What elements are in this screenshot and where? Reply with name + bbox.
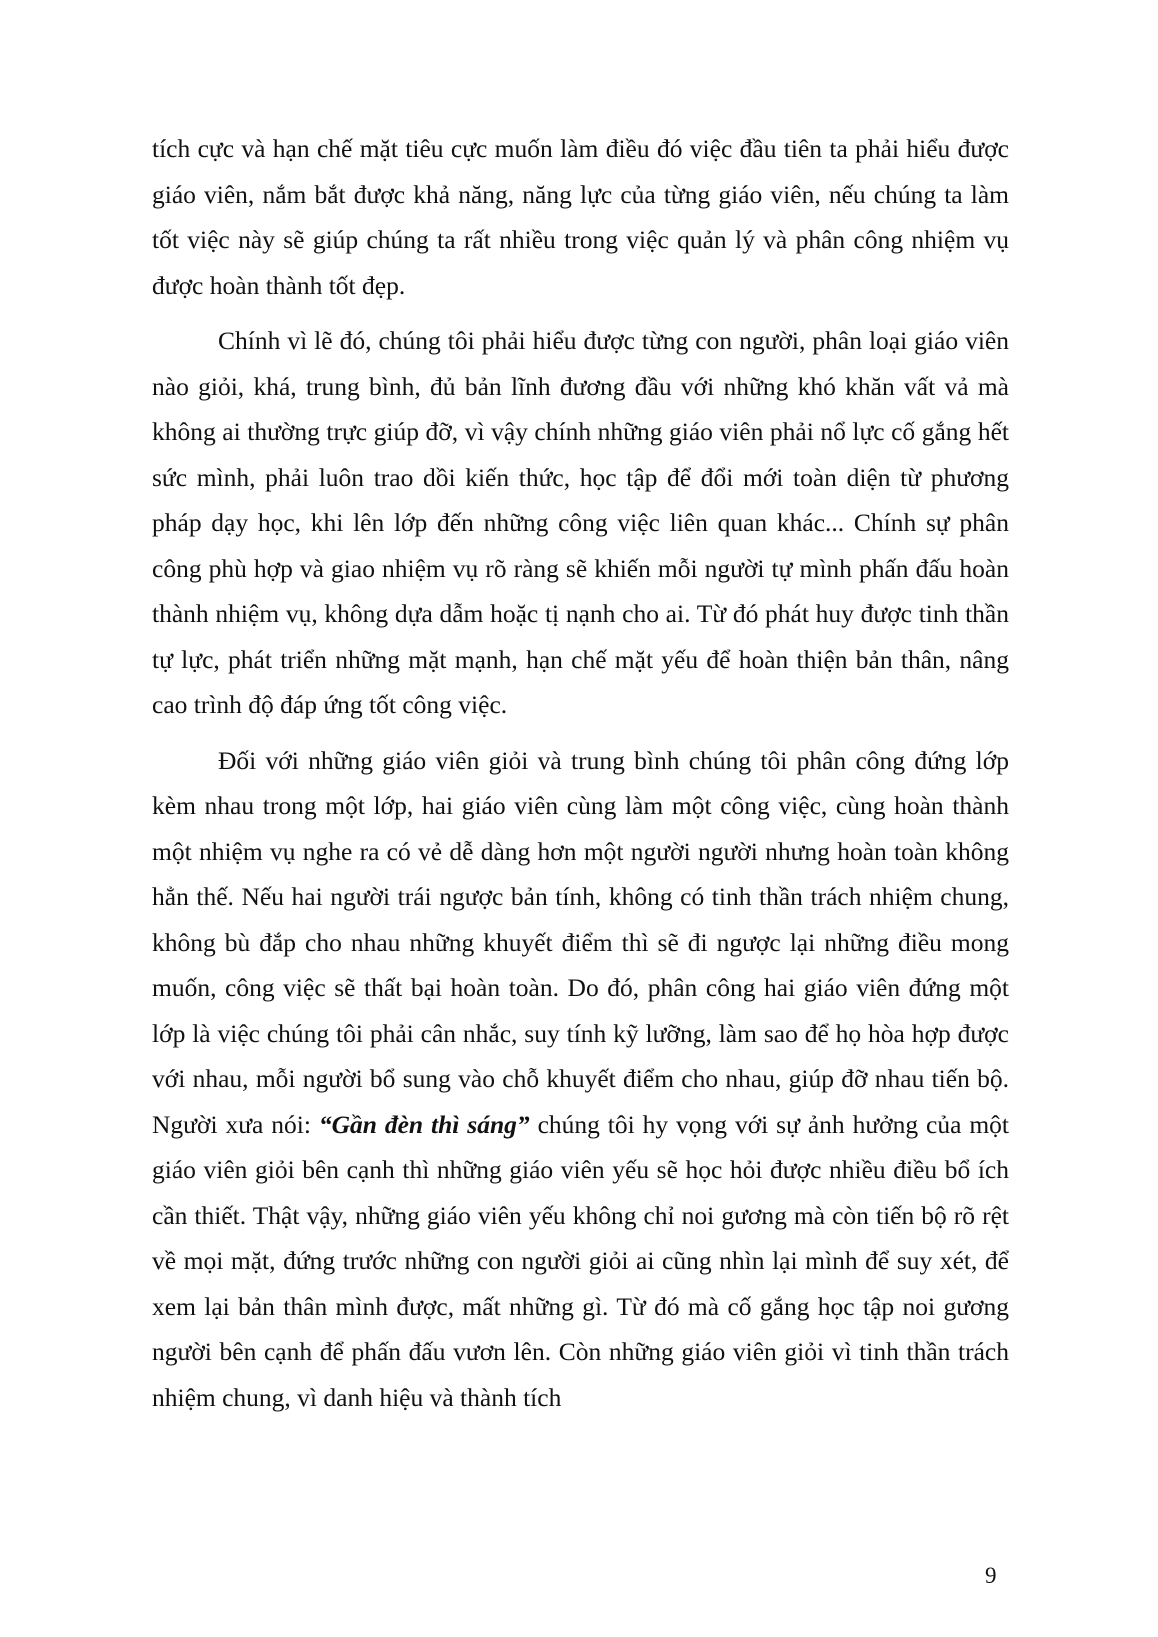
proverb-quote: “Gần đèn thì sáng” xyxy=(318,1109,530,1139)
document-body xyxy=(152,126,1009,1420)
paragraph-continuation: tích cực và hạn chế mặt tiêu cực muốn làm điều đó việc đầu tiên ta phải hiểu được giáo viên, nắm bắt được khả năng, năng lực của từng giáo viên, nếu chúng ta làm tốt việc này sẽ giúp chúng ta rất nhiều trong việc quản lý và phân công nhiệm vụ được hoàn thành tốt đẹp. xyxy=(152,134,1009,300)
paragraph-text-before-quote: Đối với những giáo viên giỏi và trung bình chúng tôi phân công đứng lớp kèm nhau trong một lớp, hai giáo viên cùng làm một công việc, cùng hoàn thành một nhiệm vụ nghe ra có vẻ dễ dàng hơn một người người nhưng hoàn toàn không hẳn thế. Nếu hai người trái ngược bản tính, không có tinh thần trách nhiệm chung, không bù đắp cho nhau những khuyết điểm thì sẽ đi ngược lại những điều mong muốn, công việc sẽ thất bại hoàn toàn. Do đó, phân công hai giáo viên đứng một lớp là việc chúng tôi phải cân nhắc, suy tính kỹ lưỡng, làm sao để họ hòa hợp được với nhau, mỗi người bổ sung vào chỗ khuyết điểm cho nhau, giúp đỡ nhau tiến bộ. Người xưa nói: xyxy=(152,745,1009,1139)
page-number: 9 xyxy=(985,1563,997,1588)
paragraph-pairing-teachers xyxy=(152,738,1009,1421)
paragraph-understanding-teachers: Chính vì lẽ đó, chúng tôi phải hiểu được từng con người, phân loại giáo viên nào giỏi, khá, trung bình, đủ bản lĩnh đương đầu với những khó khăn vất vả mà không ai thường trực giúp đỡ, vì vậy chính những giáo viên phải nổ lực cố gắng hết sức mình, phải luôn trao dồi kiến thức, học tập để đổi mới toàn diện từ phương pháp dạy học, khi lên lớp đến những công việc liên quan khác... Chính sự phân công phù hợp và giao nhiệm vụ rõ ràng sẽ khiến mỗi người tự mình phấn đấu hoàn thành nhiệm vụ, không dựa dẫm hoặc tị nạnh cho ai. Từ đó phát huy được tinh thần tự lực, phát triển những mặt mạnh, hạn chế mặt yếu để hoàn thiện bản thân, nâng cao trình độ đáp ứng tốt công việc. xyxy=(152,326,1009,719)
paragraph-text-after-quote: chúng tôi hy vọng với sự ảnh hưởng của một giáo viên giỏi bên cạnh thì những giáo viên yếu sẽ học hỏi được nhiều điều bổ ích cần thiết. Thật vậy, những giáo viên yếu không chỉ noi gương mà còn tiến bộ rõ rệt về mọi mặt, đứng trước những con người giỏi ai cũng nhìn lại mình để suy xét, để xem lại bản thân mình được, mất những gì. Từ đó mà cố gắng học tập noi gương người bên cạnh để phấn đấu vươn lên. Còn những giáo viên giỏi vì tinh thần trách nhiệm chung, vì danh hiệu và thành tích xyxy=(152,1109,1009,1412)
